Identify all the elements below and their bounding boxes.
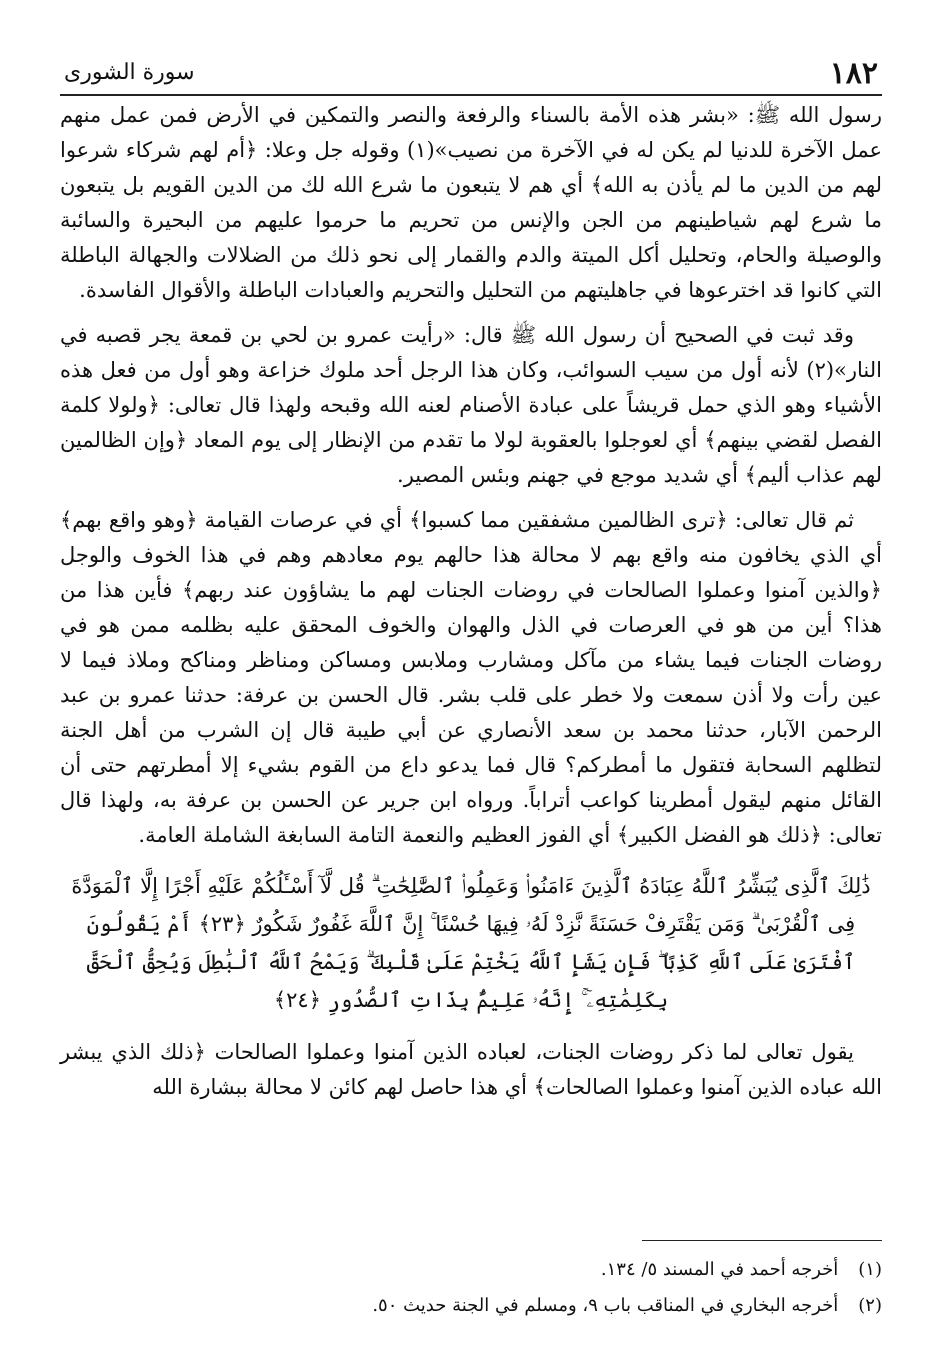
footnote-number: (١): [858, 1259, 882, 1280]
footnote-text: أخرجه البخاري في المناقب باب ٩، ومسلم في الجنة حديث ٥٠.: [372, 1295, 839, 1316]
page-header: [60, 50, 882, 96]
main-text: [60, 98, 882, 1115]
paragraph-3: ثم قال تعالى: ﴿ترى الظالمين مشفقين مما كسبوا﴾ أي في عرصات القيامة ﴿وهو واقع بهم﴾ أي الذي يخافون منه واقع بهم لا محالة هذا حالهم يوم معادهم وهم في هذا الخوف والوجل ﴿والذين آمنوا وعملوا الصالحات في روضات الجنات لهم ما يشاؤون عند ربهم﴾ فأين هذا من هذا؟ أين من هو في العرصات في الذل والهوان والخوف المحقق عليه بظلمه ممن هو في روضات الجنات فيما يشاء من مآكل ومشارب وملابس ومساكن ومناظر ومناكح وملاذ فيما لا عين رأت ولا أذن سمعت ولا خطر على قلب بشر. قال الحسن بن عرفة: حدثنا عمرو بن عبد الرحمن الآبار، حدثنا محمد بن سعد الأنصاري عن أبي طيبة قال إن الشرب من أهل الجنة لتظلهم السحابة فتقول ما أمطركم؟ قال فما يدعو داع من القوم بشيء إلا أمطرتهم حتى أن القائل منهم ليقول أمطرينا كواعب أتراباً. ورواه ابن جرير عن الحسن بن عرفة به، ولهذا قال تعالى: ﴿ذلك هو الفضل الكبير﴾ أي الفوز العظيم والنعمة التامة السابغة الشاملة العامة.: [60, 508, 882, 847]
footnote-number: (٢): [858, 1295, 882, 1316]
footnote-divider: [642, 1240, 882, 1241]
footnote-text: أخرجه أحمد في المسند ٥/ ١٣٤.: [600, 1259, 839, 1280]
surah-title: سورة الشورى: [64, 60, 195, 85]
footnote-1: [60, 1255, 882, 1285]
footnotes: [60, 1240, 882, 1327]
paragraph-1: رسول الله ﷺ: «بشر هذه الأمة بالسناء والرفعة والنصر والتمكين في الأرض فمن عمل منهم عمل الآخرة للدنيا لم يكن له في الآخرة من نصيب»(١) وقوله جل وعلا: ﴿أم لهم شركاء شرعوا لهم من الدين ما لم يأذن به الله﴾ أي هم لا يتبعون ما شرع الله لك من الدين القويم بل يتبعون ما شرع لهم شياطينهم من الجن والإنس من تحريم ما حرموا عليهم من البحيرة والسائبة والوصيلة والحام، وتحليل أكل الميتة والدم والقمار إلى نحو ذلك من الضلالات والجهالة الباطلة التي كانوا قد اخترعوها في جاهليتهم من التحليل والتحريم والعبادات الباطلة والأقوال الفاسدة.: [60, 103, 883, 302]
page-number: ١٨٢: [829, 56, 878, 91]
closing-paragraph: يقول تعالى لما ذكر روضات الجنات، لعباده الذين آمنوا وعملوا الصالحات ﴿ذلك الذي يبشر الله عباده الذين آمنوا وعملوا الصالحات﴾ أي هذا حاصل لهم كائن لا محالة ببشارة الله: [60, 1040, 882, 1099]
footnote-2: [60, 1291, 882, 1321]
quran-verse: ذَٰلِكَ ٱلَّذِى يُبَشِّرُ ٱللَّهُ عِبَادَهُ ٱلَّذِينَ ءَامَنُوا۟ وَعَمِلُوا۟ ٱلصَّٰلِحَٰتِ ۗ قُل لَّآ أَسْـَٔلُكُمْ عَلَيْهِ أَجْرًا إِلَّا ٱلْمَوَدَّةَ فِى ٱلْقُرْبَىٰ ۗ وَمَن يَقْتَرِفْ حَسَنَةً نَّزِدْ لَهُۥ فِيهَا حُسْنًا ۚ إِنَّ ٱللَّهَ غَفُورٌ شَكُورٌ ﴿٢٣﴾ أَمْ يَقُولُونَ ٱفْتَرَىٰ عَلَى ٱللَّهِ كَذِبًا ۖ فَإِن يَشَإِ ٱللَّهُ يَخْتِمْ عَلَىٰ قَلْبِكَ ۗ وَيَمْحُ ٱللَّهُ ٱلْبَٰطِلَ وَيُحِقُّ ٱلْحَقَّ بِكَلِمَٰتِهِۦٓ ۚ إِنَّهُۥ عَلِيمٌۢ بِذَاتِ ٱلصُّدُورِ ﴿٢٤﴾: [71, 874, 871, 1012]
paragraph-2: وقد ثبت في الصحيح أن رسول الله ﷺ قال: «رأيت عمرو بن لحي بن قمعة يجر قصبه في النار»(٢) لأنه أول من سيب السوائب، وكان هذا الرجل أحد ملوك خزاعة وهو أول من فعل هذه الأشياء وهو الذي حمل قريشاً على عبادة الأصنام لعنه الله وقبحه ولهذا قال تعالى: ﴿ولولا كلمة الفصل لقضي بينهم﴾ أي لعوجلوا بالعقوبة لولا ما تقدم من الإنظار إلى يوم المعاد ﴿وإن الظالمين لهم عذاب أليم﴾ أي شديد موجع في جهنم وبئس المصير.: [60, 323, 882, 487]
